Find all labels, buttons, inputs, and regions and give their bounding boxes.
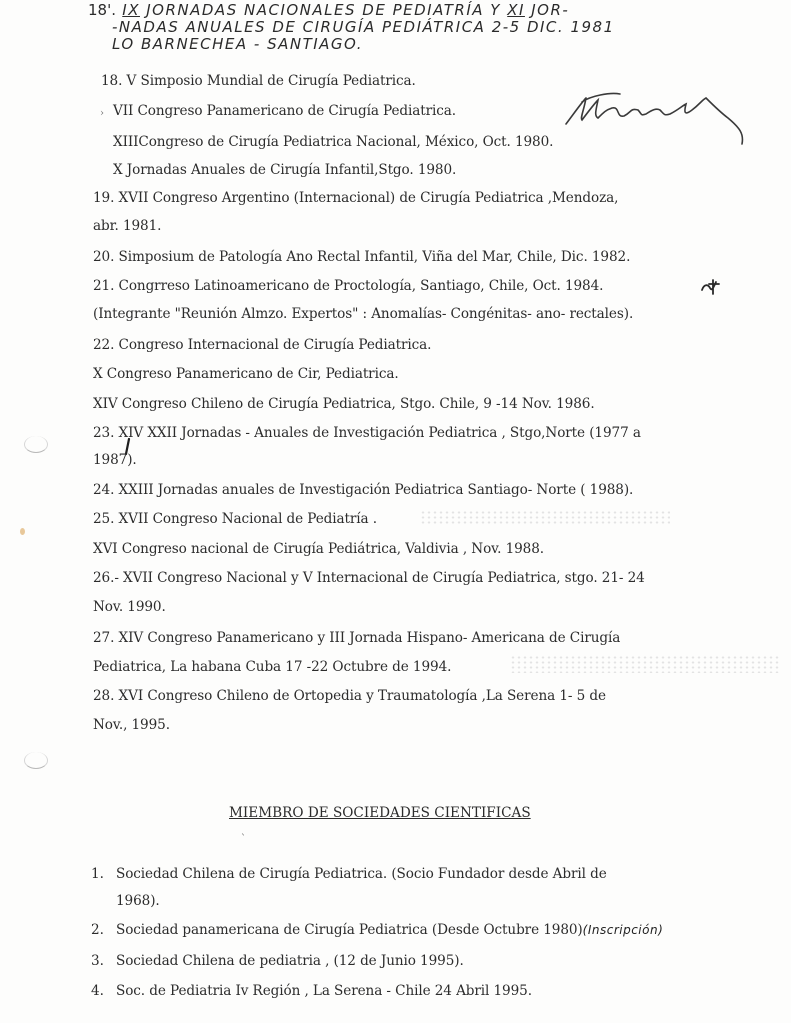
handwritten-annotation: (Inscripción): [582, 923, 664, 937]
society-number: 2.: [91, 922, 104, 938]
handwritten-roman-numeral: IX: [122, 1, 140, 19]
handwritten-text: JORNADAS NACIONALES DE PEDIATRÍA Y: [146, 1, 501, 19]
handwritten-roman-numeral-2: XI: [507, 1, 525, 19]
handwritten-line-2: -NADAS ANUALES DE CIRUGÍA PEDIÁTRICA 2-5 DIC. 1981: [112, 18, 615, 36]
society-item-continuation: 1968).: [116, 893, 160, 909]
society-item-text: Sociedad panamericana de Cirugía Pediatrica (Desde Octubre 1980): [116, 922, 583, 938]
stray-mark: `: [241, 834, 246, 845]
paper-stain: [20, 528, 25, 535]
scan-noise: [510, 655, 780, 673]
society-number: 4.: [91, 983, 104, 999]
congress-line: 19. XVII Congreso Argentino (Internacional) de Cirugía Pediatrica ,Mendoza,: [93, 190, 619, 206]
society-item: Sociedad Chilena de pediatria , (12 de Junio 1995).: [116, 953, 464, 969]
congress-line: VII Congreso Panamericano de Cirugía Pediatrica.: [113, 103, 457, 119]
punch-hole-mark: [24, 436, 48, 453]
congress-line: XVI Congreso nacional de Cirugía Pediátrica, Valdivia , Nov. 1988.: [93, 541, 544, 557]
congress-line: X Congreso Panamericano de Cir, Pediatrica.: [93, 366, 399, 382]
handwritten-line-1: [88, 2, 615, 19]
congress-line: Pediatrica, La habana Cuba 17 -22 Octubre de 1994.: [93, 659, 452, 675]
handwritten-header: [88, 2, 615, 53]
congress-line: 21. Congrreso Latinoamericano de Proctología, Santiago, Chile, Oct. 1984.: [93, 278, 604, 294]
congress-line: Nov., 1995.: [93, 717, 170, 733]
congress-line: 26.- XVII Congreso Nacional y V Internacional de Cirugía Pediatrica, stgo. 21- 24: [93, 570, 645, 586]
congress-line: Nov. 1990.: [93, 599, 166, 615]
congress-line: 23. XIV XXII Jornadas - Anuales de Investigación Pediatrica , Stgo,Norte (1977 a: [93, 425, 641, 441]
signature: [560, 82, 760, 152]
margin-tick-mark: ›: [100, 108, 104, 119]
congress-line: 20. Simposium de Patología Ano Rectal Infantil, Viña del Mar, Chile, Dic. 1982.: [93, 249, 631, 265]
handwritten-overwrite-mark: [700, 278, 720, 296]
society-number: 3.: [91, 953, 104, 969]
society-item: Sociedad Chilena de Cirugía Pediatrica. (Socio Fundador desde Abril de: [116, 866, 607, 882]
congress-line: 22. Congreso Internacional de Cirugía Pediatrica.: [93, 337, 432, 353]
scan-noise: [420, 510, 670, 526]
congress-line: abr. 1981.: [93, 218, 162, 234]
congress-line: 27. XIV Congreso Panamericano y III Jornada Hispano- Americana de Cirugía: [93, 630, 621, 646]
congress-line: (Integrante "Reunión Almzo. Expertos" : Anomalías- Congénitas- ano- rectales).: [93, 306, 634, 322]
handwritten-line-3: LO BARNECHEA - SANTIAGO.: [112, 35, 364, 53]
handwritten-item-number: 18'.: [88, 1, 116, 19]
congress-line: 28. XVI Congreso Chileno de Ortopedia y Traumatología ,La Serena 1- 5 de: [93, 688, 606, 704]
congress-line: 1987).: [93, 452, 137, 468]
society-item: [116, 922, 663, 938]
congress-line: XIIICongreso de Cirugía Pediatrica Nacional, México, Oct. 1980.: [113, 134, 554, 150]
handwritten-text-tail: JOR-: [531, 1, 570, 19]
congress-line: 18. V Simposio Mundial de Cirugía Pediatrica.: [101, 73, 416, 89]
congress-line: XIV Congreso Chileno de Cirugía Pediatrica, Stgo. Chile, 9 -14 Nov. 1986.: [93, 396, 595, 412]
congress-line: X Jornadas Anuales de Cirugía Infantil,Stgo. 1980.: [113, 162, 457, 178]
section-heading: MIEMBRO DE SOCIEDADES CIENTIFICAS: [229, 805, 531, 821]
society-item: Soc. de Pediatria Iv Región , La Serena - Chile 24 Abril 1995.: [116, 983, 532, 999]
congress-line: 24. XXIII Jornadas anuales de Investigación Pediatrica Santiago- Norte ( 1988).: [93, 482, 634, 498]
congress-line: 25. XVII Congreso Nacional de Pediatría .: [93, 511, 377, 527]
punch-hole-mark: [24, 752, 48, 769]
society-number: 1.: [91, 866, 104, 882]
